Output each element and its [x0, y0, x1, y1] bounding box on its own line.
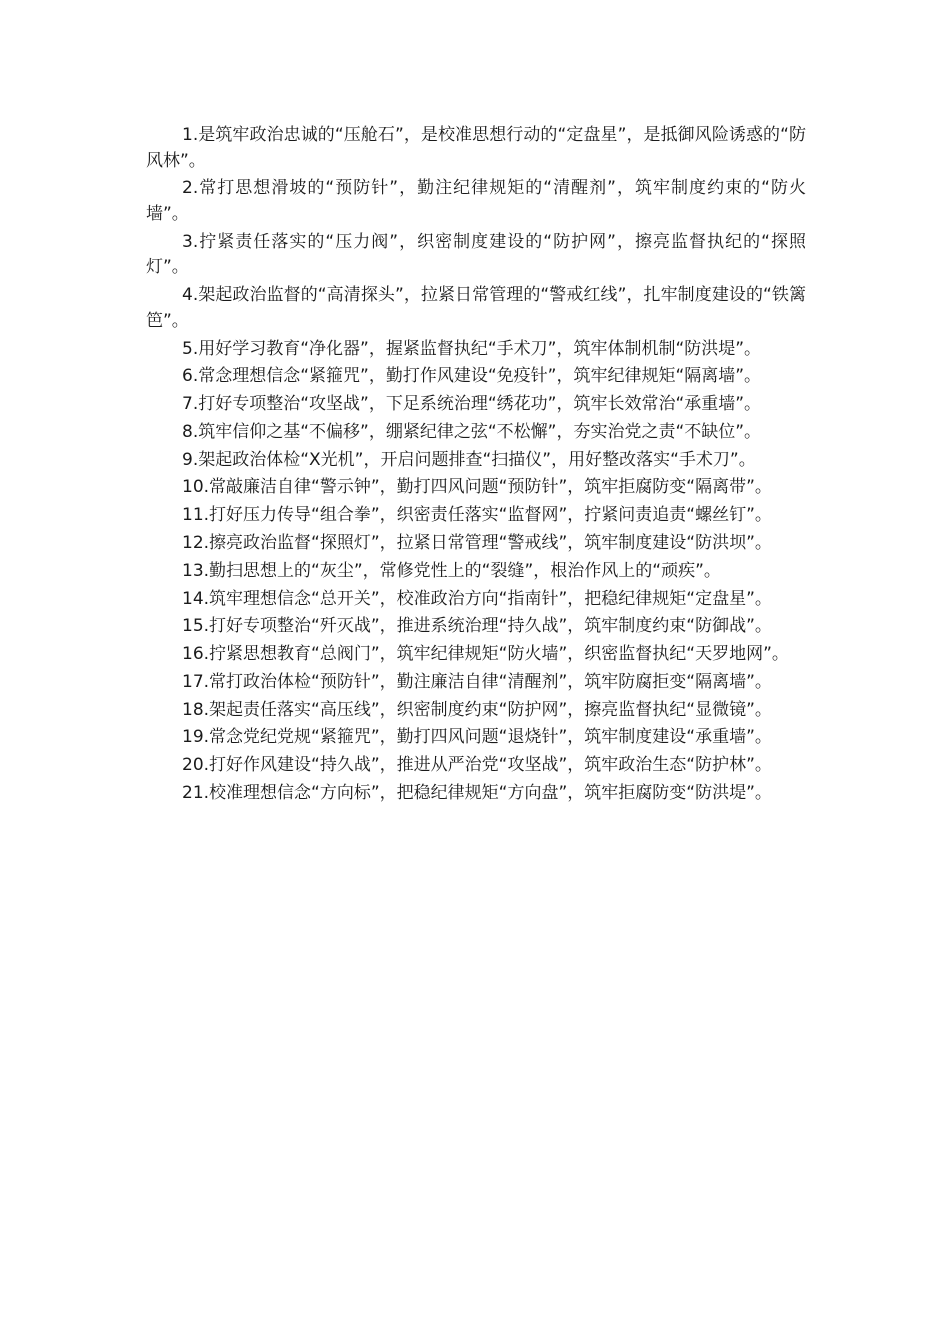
- paragraph-8: 8.筑牢信仰之基“不偏移”，绷紧纪律之弦“不松懈”，夯实治党之责“不缺位”。: [182, 421, 762, 442]
- paragraph-1: 1.是筑牢政治忠诚的“压舱石”，是校准思想行动的“定盘星”，是抵御风险诱惑的“防风林”。: [146, 125, 806, 171]
- paragraph-21: 21.校准理想信念“方向标”，把稳纪律规矩“方向盘”，筑牢拒腐防变“防洪堤”。: [182, 783, 772, 803]
- document-page: [146, 123, 806, 809]
- paragraph-19: 19.常念党纪党规“紧箍咒”，勤打四风问题“退烧针”，筑牢制度建设“承重墙”。: [182, 727, 772, 748]
- paragraph-10: 10.常敲廉洁自律“警示钟”，勤打四风问题“预防针”，筑牢拒腐防变“隔离带”。: [182, 477, 772, 498]
- paragraph-2: 2.常打思想滑坡的“预防针”，勤注纪律规矩的“清醒剂”，筑牢制度约束的“防火墙”。: [146, 178, 806, 224]
- paragraph-6: 6.常念理想信念“紧箍咒”，勤打作风建设“免疫针”，筑牢纪律规矩“隔离墙”。: [182, 366, 762, 387]
- paragraph-4: 4.架起政治监督的“高清探头”，拉紧日常管理的“警戒红线”，扎牢制度建设的“铁篱笆”。: [146, 285, 806, 331]
- paragraph-9: 9.架起政治体检“X光机”，开启问题排查“扫描仪”，用好整改落实“手术刀”。: [182, 449, 756, 470]
- paragraph-11: 11.打好压力传导“组合拳”，织密责任落实“监督网”，拧紧问责追责“螺丝钉”。: [182, 505, 772, 526]
- paragraph-3: 3.拧紧责任落实的“压力阀”，织密制度建设的“防护网”，擦亮监督执纪的“探照灯”。: [146, 231, 806, 278]
- paragraph-16: 16.拧紧思想教育“总阀门”，筑牢纪律规矩“防火墙”，织密监督执纪“天罗地网”。: [182, 644, 789, 665]
- paragraph-7: 7.打好专项整治“攻坚战”，下足系统治理“绣花功”，筑牢长效常治“承重墙”。: [182, 394, 762, 415]
- paragraph-15: 15.打好专项整治“歼灭战”，推进系统治理“持久战”，筑牢制度约束“防御战”。: [182, 616, 772, 637]
- paragraph-14: 14.筑牢理想信念“总开关”，校准政治方向“指南针”，把稳纪律规矩“定盘星”。: [182, 588, 772, 609]
- paragraph-12: 12.擦亮政治监督“探照灯”，拉紧日常管理“警戒线”，筑牢制度建设“防洪坝”。: [182, 532, 772, 553]
- paragraph-13: 13.勤扫思想上的“灰尘”，常修党性上的“裂缝”，根治作风上的“顽疾”。: [182, 560, 721, 581]
- paragraph-18: 18.架起责任落实“高压线”，织密制度约束“防护网”，擦亮监督执纪“显微镜”。: [182, 699, 772, 720]
- paragraph-5: 5.用好学习教育“净化器”，握紧监督执纪“手术刀”，筑牢体制机制“防洪堤”。: [182, 338, 762, 359]
- paragraph-17: 17.常打政治体检“预防针”，勤注廉洁自律“清醒剂”，筑牢防腐拒变“隔离墙”。: [182, 671, 772, 692]
- paragraph-20: 20.打好作风建设“持久战”，推进从严治党“攻坚战”，筑牢政治生态“防护林”。: [182, 755, 772, 776]
